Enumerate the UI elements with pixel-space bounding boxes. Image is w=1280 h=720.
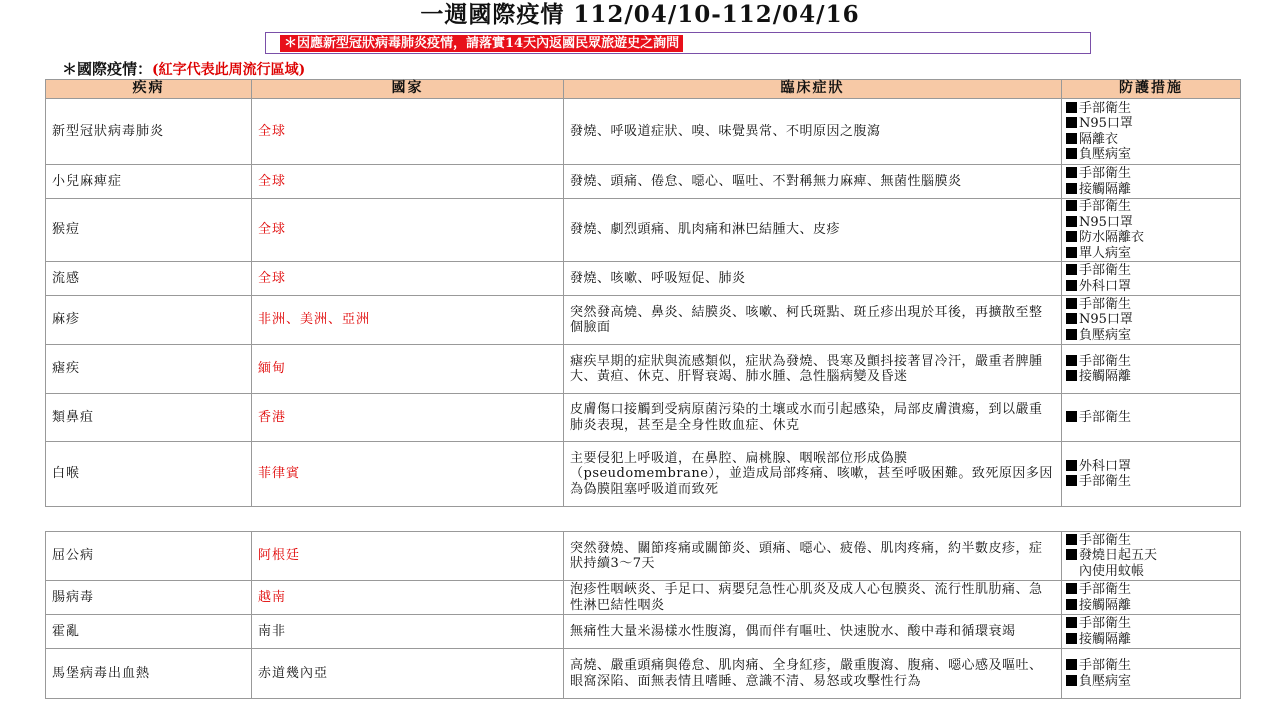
protection-item-label: 手部衛生 [1079, 616, 1132, 631]
protection-item-label: 手部衛生 [1079, 582, 1132, 597]
bullet-square-icon [1066, 200, 1077, 211]
protection-item-label: N95口罩 [1079, 312, 1133, 328]
disease-name: 馬堡病毒出血熱 [46, 649, 252, 699]
protection-item [1066, 166, 1236, 182]
protection-item-label: 手部衛生 [1079, 658, 1132, 673]
table-row [46, 394, 1241, 442]
protection-item [1066, 263, 1236, 279]
symptoms-cell: 皮膚傷口接觸到受病原菌污染的土壤或水而引起感染，局部皮膚潰瘍，到以嚴重肺炎表現，甚至是全身性敗血症、休克 [564, 394, 1062, 442]
disease-name: 類鼻疽 [46, 394, 252, 442]
country-cell: 南非 [252, 615, 564, 649]
disease-name: 新型冠狀病毒肺炎 [46, 99, 252, 165]
symptoms-cell: 發燒、頭痛、倦怠、噁心、嘔吐、不對稱無力麻痺、無菌性腦膜炎 [564, 165, 1062, 199]
bullet-square-icon [1066, 167, 1077, 178]
bullet-square-icon [1066, 264, 1077, 275]
protection-item-label: 發燒日起五天 [1079, 548, 1158, 564]
bullet-square-icon [1066, 148, 1077, 159]
protection-item [1066, 230, 1236, 246]
bullet-square-icon [1066, 549, 1077, 560]
notice-banner-text: ＊因應新型冠狀病毒肺炎疫情，請落實14天內返國民眾旅遊史之詢問 [280, 35, 683, 52]
protection-item [1066, 279, 1236, 295]
protection-item-label: 手部衛生 [1079, 353, 1132, 369]
disease-name: 屈公病 [46, 532, 252, 581]
symptoms-cell: 突然發高燒、鼻炎、結膜炎、咳嗽、柯氏斑點、斑丘疹出現於耳後，再擴散至整個臉面 [564, 296, 1062, 345]
header-symptoms: 臨床症狀 [564, 80, 1062, 99]
table-row [46, 615, 1241, 649]
protection-item [1066, 598, 1236, 614]
symptoms-cell: 發燒、咳嗽、呼吸短促、肺炎 [564, 262, 1062, 296]
protection-item-label: 單人病室 [1079, 245, 1132, 261]
section-subtitle [62, 59, 305, 80]
epidemic-table-main [45, 79, 1241, 507]
protection-item [1066, 215, 1236, 231]
protection-item [1066, 354, 1236, 370]
bullet-square-icon [1066, 534, 1077, 545]
protection-item-label: 手部衛生 [1079, 199, 1132, 214]
protection-item-label: 外科口罩 [1079, 458, 1132, 474]
protection-item [1066, 474, 1236, 490]
protection-item-label: 隔離衣 [1079, 131, 1119, 147]
protection-item-label: 接觸隔離 [1079, 369, 1132, 384]
bullet-square-icon [1066, 117, 1077, 128]
protection-item [1066, 132, 1236, 148]
bullet-square-icon [1066, 355, 1077, 366]
protection-item [1066, 548, 1236, 564]
protection-cell [1062, 345, 1241, 394]
bullet-square-icon [1066, 675, 1077, 686]
bullet-square-icon [1066, 411, 1077, 422]
bullet-square-icon [1066, 460, 1077, 471]
protection-cell [1062, 442, 1241, 507]
protection-item [1066, 658, 1236, 674]
protection-item-label: 手部衛生 [1079, 296, 1132, 312]
table-header-row [46, 80, 1241, 99]
country-cell: 全球 [252, 262, 564, 296]
protection-item [1066, 101, 1236, 117]
protection-cell [1062, 99, 1241, 165]
country-cell: 菲律賓 [252, 442, 564, 507]
protection-item-label: 負壓病室 [1079, 673, 1132, 689]
symptoms-cell: 瘧疾早期的症狀與流感類似，症狀為發燒、畏寒及顫抖接著冒冷汗，嚴重者脾腫大、黃疸、休克、肝腎衰竭、肺水腫、急性腦病變及昏迷 [564, 345, 1062, 394]
protection-item-label: 接觸隔離 [1079, 181, 1132, 197]
protection-cell [1062, 165, 1241, 199]
bullet-square-icon [1066, 370, 1077, 381]
bullet-square-icon [1066, 280, 1077, 291]
protection-item [1066, 410, 1236, 426]
protection-item [1066, 674, 1236, 690]
disease-name: 白喉 [46, 442, 252, 507]
protection-item-label: 外科口罩 [1079, 278, 1132, 294]
symptoms-cell: 泡疹性咽峽炎、手足口、病嬰兒急性心肌炎及成人心包膜炎、流行性肌肋痛、急性淋巴結性咽炎 [564, 581, 1062, 615]
country-cell: 越南 [252, 581, 564, 615]
bullet-square-icon [1066, 133, 1077, 144]
bullet-square-icon [1066, 231, 1077, 242]
protection-cell [1062, 532, 1241, 581]
disease-name: 猴痘 [46, 199, 252, 262]
table-row [46, 99, 1241, 165]
legend-note: (紅字代表此周流行區域) [152, 62, 306, 78]
country-cell: 非洲、美洲、亞洲 [252, 296, 564, 345]
bullet-square-icon [1066, 599, 1077, 610]
country-cell: 赤道幾內亞 [252, 649, 564, 699]
notice-banner [265, 32, 1091, 54]
protection-item-label: N95口罩 [1079, 116, 1133, 131]
bullet-square-icon [1066, 659, 1077, 670]
protection-item [1066, 632, 1236, 648]
bullet-square-icon [1066, 329, 1077, 340]
protection-item [1066, 459, 1236, 475]
protection-cell [1062, 262, 1241, 296]
protection-item-label: 接觸隔離 [1079, 597, 1132, 613]
protection-item [1066, 116, 1236, 132]
symptoms-cell: 發燒、劇烈頭痛、肌肉痛和淋巴結腫大、皮疹 [564, 199, 1062, 262]
epidemic-table-secondary [45, 531, 1241, 699]
symptoms-cell: 主要侵犯上呼吸道，在鼻腔、扁桃腺、咽喉部位形成偽膜（pseudomembrane），並造成局部疼痛、咳嗽，甚至呼吸困難。致死原因多因為偽膜阻塞呼吸道而致死 [564, 442, 1062, 507]
disease-name: 麻疹 [46, 296, 252, 345]
symptoms-cell: 發燒、呼吸道症狀、嗅、味覺異常、不明原因之腹瀉 [564, 99, 1062, 165]
protection-item-label: 手部衛生 [1079, 532, 1132, 548]
protection-cell [1062, 615, 1241, 649]
protection-item-label: 接觸隔離 [1079, 631, 1132, 647]
protection-item [1066, 199, 1236, 215]
protection-cell [1062, 394, 1241, 442]
disease-name: 流感 [46, 262, 252, 296]
country-cell: 全球 [252, 199, 564, 262]
protection-item [1066, 246, 1236, 262]
table-row [46, 165, 1241, 199]
bullet-square-icon [1066, 475, 1077, 486]
protection-item-label: 手部衛生 [1079, 263, 1132, 278]
country-cell: 全球 [252, 165, 564, 199]
table-row [46, 296, 1241, 345]
symptoms-cell: 高燒、嚴重頭痛與倦怠、肌肉痛、全身紅疹，嚴重腹瀉、腹痛、噁心感及嘔吐、眼窩深陷、面無表情且嗜睡、意識不清、易怒或攻擊性行為 [564, 649, 1062, 699]
protection-item [1066, 182, 1236, 198]
table-row [46, 532, 1241, 581]
symptoms-cell: 無痛性大量米湯樣水性腹瀉，偶而伴有嘔吐、快速脫水、酸中毒和循環衰竭 [564, 615, 1062, 649]
disease-name: 腸病毒 [46, 581, 252, 615]
protection-item-label: 防水隔離衣 [1079, 230, 1145, 245]
symptoms-cell: 突然發燒、關節疼痛或關節炎、頭痛、噁心、疲倦、肌肉疼痛，約半數皮疹，症狀持續3〜7天 [564, 532, 1062, 581]
table-row [46, 199, 1241, 262]
protection-item-label: 手部衛生 [1079, 409, 1132, 425]
country-cell: 緬甸 [252, 345, 564, 394]
protection-item-label: N95口罩 [1079, 214, 1133, 230]
bullet-square-icon [1066, 183, 1077, 194]
protection-item [1066, 328, 1236, 344]
bullet-square-icon [1066, 633, 1077, 644]
protection-item [1066, 312, 1236, 328]
country-cell: 全球 [252, 99, 564, 165]
table-row [46, 581, 1241, 615]
protection-item [1066, 147, 1236, 163]
protection-item [1066, 533, 1236, 549]
protection-item-label: 手部衛生 [1079, 100, 1132, 116]
bullet-square-icon [1066, 313, 1077, 324]
bullet-square-icon [1066, 583, 1077, 594]
protection-item [1066, 369, 1236, 385]
protection-item-label: 內使用蚊帳 [1066, 563, 1145, 579]
page-title: 一週國際疫情 112/04/10-112/04/16 [420, 1, 860, 28]
protection-cell [1062, 649, 1241, 699]
protection-item-label: 負壓病室 [1079, 327, 1132, 343]
table-row [46, 442, 1241, 507]
header-disease: 疾病 [46, 80, 252, 99]
protection-cell [1062, 199, 1241, 262]
protection-cell [1062, 296, 1241, 345]
protection-cell [1062, 581, 1241, 615]
table-row [46, 345, 1241, 394]
country-cell: 香港 [252, 394, 564, 442]
bullet-square-icon [1066, 247, 1077, 258]
protection-item [1066, 582, 1236, 598]
protection-item-label: 手部衛生 [1079, 474, 1132, 489]
protection-item-label: 負壓病室 [1079, 147, 1132, 162]
bullet-square-icon [1066, 298, 1077, 309]
disease-name: 瘧疾 [46, 345, 252, 394]
protection-item [1066, 564, 1236, 580]
table-row [46, 649, 1241, 699]
section-label: ＊國際疫情： [62, 60, 153, 78]
bullet-square-icon [1066, 102, 1077, 113]
protection-item [1066, 297, 1236, 313]
header-protection: 防護措施 [1062, 80, 1241, 99]
protection-item [1066, 616, 1236, 632]
table-row [46, 262, 1241, 296]
bullet-square-icon [1066, 216, 1077, 227]
country-cell: 阿根廷 [252, 532, 564, 581]
bullet-square-icon [1066, 617, 1077, 628]
protection-item-label: 手部衛生 [1079, 166, 1132, 181]
header-country: 國家 [252, 80, 564, 99]
disease-name: 霍亂 [46, 615, 252, 649]
disease-name: 小兒麻痺症 [46, 165, 252, 199]
